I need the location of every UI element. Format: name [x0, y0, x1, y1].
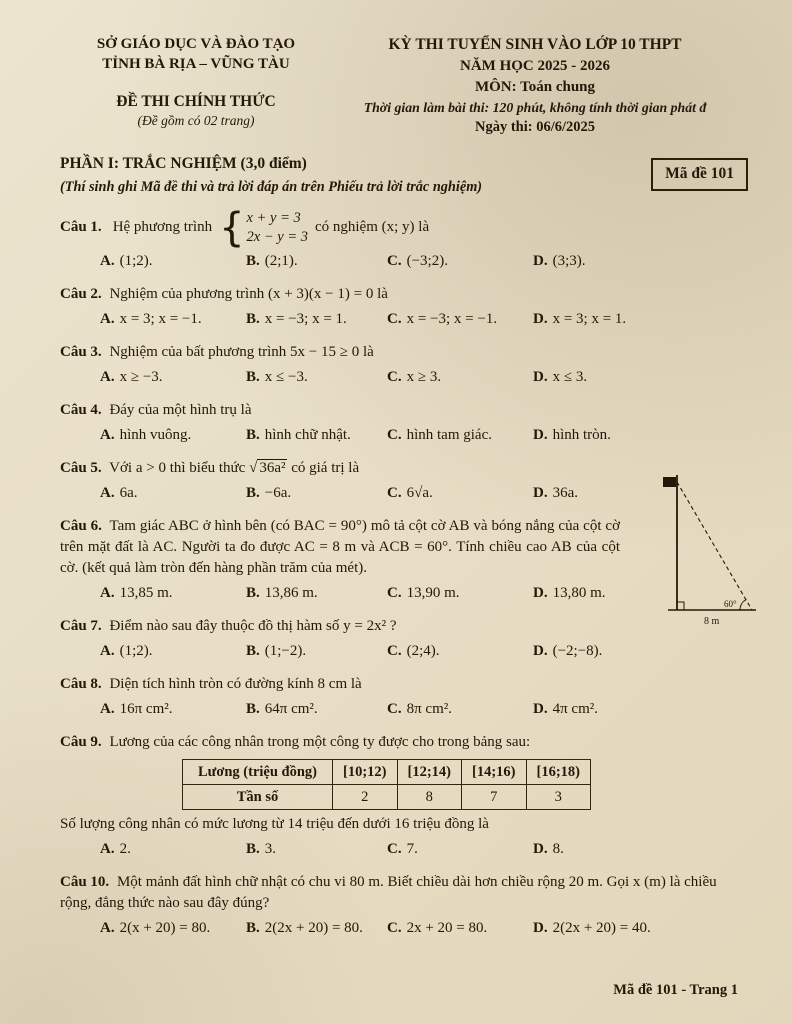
option-text: 13,86 m. [264, 584, 318, 601]
question-8-option-a [100, 699, 246, 720]
hypotenuse-line [677, 482, 752, 610]
option-text: 13,85 m. [119, 584, 173, 601]
question-7-option-c [387, 641, 533, 662]
option-text: (1;2). [119, 642, 153, 659]
exam-header [60, 34, 738, 137]
question-3-label: Câu 3. [60, 343, 102, 360]
question-7-option-b [246, 641, 387, 662]
question-2-stem [60, 284, 738, 305]
question-3 [60, 342, 738, 388]
angle-label: 60° [724, 599, 737, 609]
option-letter: B. [246, 310, 260, 327]
question-8-option-b [246, 699, 387, 720]
question-2-options [100, 309, 738, 330]
exam-date-line: Ngày thi: 06/6/2025 [474, 119, 596, 135]
question-10-stem [60, 872, 738, 914]
option-letter: C. [387, 920, 402, 937]
exam-title-line-1: KỲ THI TUYỂN SINH VÀO LỚP 10 THPT [388, 36, 682, 53]
subject-line: MÔN: Toán chung [474, 78, 596, 95]
question-1-option-d [533, 251, 738, 272]
question-5-options [100, 483, 738, 504]
question-8-option-c [387, 699, 533, 720]
question-6-option-b [246, 583, 387, 604]
table-cell-frequency-2: 8 [397, 784, 462, 809]
department-line-1: SỞ GIÁO DỤC VÀ ĐÀO TẠO [96, 36, 296, 52]
flagpole-triangle-figure [662, 470, 764, 634]
option-letter: B. [246, 920, 260, 937]
question-9-label: Câu 9. [60, 733, 102, 750]
option-text: hình vuông. [119, 426, 192, 443]
option-letter: C. [387, 841, 402, 858]
option-letter: C. [387, 642, 402, 659]
question-5-option-b [246, 483, 387, 504]
question-4-stem [60, 400, 738, 421]
option-text: (3;3). [552, 252, 586, 269]
question-2-label: Câu 2. [60, 285, 102, 302]
question-2-option-d [533, 309, 738, 330]
question-5-option-c [387, 483, 533, 504]
question-9-option-b [246, 839, 387, 860]
question-2-option-b [246, 309, 387, 330]
option-text: 16π cm². [119, 700, 173, 717]
question-3-option-c [387, 367, 533, 388]
option-letter: B. [246, 426, 260, 443]
question-8 [60, 674, 738, 720]
question-1-option-b [246, 251, 387, 272]
option-text: x ≥ 3. [406, 368, 442, 385]
question-10-label: Câu 10. [60, 874, 110, 891]
option-text: (1;2). [119, 252, 153, 269]
option-text: x = −3; x = −1. [406, 310, 498, 327]
option-text: x ≥ −3. [119, 368, 163, 385]
question-7 [60, 616, 738, 662]
question-1-option-c [387, 251, 533, 272]
question-2-option-c [387, 309, 533, 330]
option-text: (2;4). [406, 642, 440, 659]
question-6-label: Câu 6. [60, 517, 102, 534]
question-10 [60, 872, 738, 939]
option-letter: C. [387, 426, 402, 443]
duration-line: Thời gian làm bài thi: 120 phút, không tính thời gian phát đ [363, 99, 707, 115]
question-8-stem [60, 674, 738, 695]
official-exam-label: ĐỀ THI CHÍNH THỨC [116, 92, 276, 110]
option-letter: C. [387, 484, 402, 501]
question-6-options [100, 583, 738, 604]
option-letter: A. [100, 642, 115, 659]
question-10-option-b [246, 918, 387, 939]
option-text: 64π cm². [264, 700, 318, 717]
option-letter: C. [387, 368, 402, 385]
question-6-option-c [387, 583, 533, 604]
option-letter: A. [100, 426, 115, 443]
option-text: 2x + 20 = 80. [406, 920, 488, 937]
option-letter: D. [533, 584, 548, 601]
system-equation-1: x + y = 3 [246, 210, 301, 226]
option-letter: A. [100, 841, 115, 858]
question-10-options [100, 918, 738, 939]
question-3-options [100, 367, 738, 388]
question-5-post: có giá trị là [291, 459, 360, 476]
option-letter: A. [100, 920, 115, 937]
question-5-pre: Với a > 0 thì biểu thức [109, 459, 246, 476]
option-text: hình tròn. [552, 426, 611, 443]
option-text: 3. [264, 841, 277, 858]
question-8-label: Câu 8. [60, 675, 102, 692]
question-7-options [100, 641, 738, 662]
table-frequency-row [183, 784, 591, 809]
system-brace: { [219, 204, 245, 251]
option-letter: B. [246, 484, 260, 501]
question-9-stem [60, 732, 738, 753]
option-text: 6a. [119, 484, 138, 501]
question-6 [60, 516, 738, 604]
pages-note: (Đề gồm có 02 trang) [137, 113, 255, 129]
question-6-text: Tam giác ABC ở hình bên (có BAC = 90°) mô tả cột cờ AB và bóng nắng của cột cờ trên mặt đất là AC. Người ta đo được AC = 8 m và ACB = 60°. Tính chiều cao AB của cột cờ. (kết quả làm tròn đến hàng phần trăm của mét). [60, 517, 621, 576]
question-5-option-a [100, 483, 246, 504]
base-length-label: 8 m [704, 616, 720, 627]
option-text: 4π cm². [552, 700, 598, 717]
question-7-option-a [100, 641, 246, 662]
option-text: 6√a. [406, 484, 433, 501]
option-letter: D. [533, 920, 548, 937]
question-6-figure [662, 470, 764, 634]
exam-code-box: Mã đề 101 [651, 158, 748, 191]
department-line-2: TỈNH BÀ RỊA – VŨNG TÀU [102, 56, 290, 73]
option-text: x = −3; x = 1. [264, 310, 347, 327]
option-letter: B. [246, 700, 260, 717]
option-text: 2(2x + 20) = 40. [552, 920, 651, 937]
question-3-option-a [100, 367, 246, 388]
question-2-option-a [100, 309, 246, 330]
option-letter: A. [100, 310, 115, 327]
option-letter: C. [387, 700, 402, 717]
question-4-option-d [533, 425, 738, 446]
question-4-option-c [387, 425, 533, 446]
question-1 [60, 204, 738, 272]
option-text: −6a. [264, 484, 292, 501]
table-cell-salary-label: Lương (triệu đồng) [183, 759, 333, 784]
option-text: 2. [119, 841, 131, 858]
option-letter: D. [533, 252, 548, 269]
option-letter: D. [533, 368, 548, 385]
question-1-label: Câu 1. [60, 219, 102, 236]
question-1-options [100, 251, 738, 272]
system-equation-2: 2x − y = 3 [246, 228, 308, 245]
question-8-option-d [533, 699, 738, 720]
option-letter: D. [533, 841, 548, 858]
issuing-authority-block [60, 34, 332, 131]
question-10-option-c [387, 918, 533, 939]
option-letter: A. [100, 584, 115, 601]
question-9-option-a [100, 839, 246, 860]
question-8-options [100, 699, 738, 720]
radicand: 36a² [259, 459, 286, 476]
option-text: 8. [552, 841, 564, 858]
option-letter: B. [246, 252, 260, 269]
question-10-option-a [100, 918, 246, 939]
question-7-stem [60, 616, 738, 637]
option-text: (−3;2). [406, 252, 448, 269]
flag-icon [663, 477, 676, 487]
option-text: (1;−2). [264, 642, 307, 659]
question-4-text: Đáy của một hình trụ là [109, 401, 252, 418]
option-letter: D. [533, 700, 548, 717]
sqrt-expression [249, 459, 287, 476]
option-text: x = 3; x = 1. [552, 310, 627, 327]
option-text: hình chữ nhật. [264, 426, 351, 443]
option-letter: B. [246, 584, 260, 601]
question-7-option-d [533, 641, 738, 662]
option-letter: D. [533, 310, 548, 327]
option-text: x ≤ 3. [552, 368, 588, 385]
option-text: 36a. [552, 484, 579, 501]
option-letter: A. [100, 700, 115, 717]
question-2 [60, 284, 738, 330]
question-10-option-d [533, 918, 738, 939]
page-footer: Mã đề 101 - Trang 1 [613, 981, 738, 998]
question-2-text: Nghiệm của phương trình (x + 3)(x − 1) = 0 là [109, 285, 388, 302]
option-text: 13,80 m. [552, 584, 606, 601]
question-3-stem [60, 342, 738, 363]
exam-title-line-2: NĂM HỌC 2025 - 2026 [460, 57, 610, 74]
table-cell-interval-3: [14;16) [462, 759, 527, 784]
option-text: 2(2x + 20) = 80. [264, 920, 363, 937]
question-8-text: Diện tích hình tròn có đường kính 8 cm là [109, 675, 362, 692]
table-cell-interval-1: [10;12) [333, 759, 398, 784]
option-text: hình tam giác. [406, 426, 492, 443]
question-9-option-c [387, 839, 533, 860]
option-letter: D. [533, 642, 548, 659]
question-5 [60, 458, 738, 504]
option-text: 7. [406, 841, 418, 858]
table-cell-frequency-label: Tần số [183, 784, 333, 809]
right-angle-mark [677, 602, 684, 610]
question-5-label: Câu 5. [60, 459, 102, 476]
option-text: 13,90 m. [406, 584, 460, 601]
option-letter: C. [387, 252, 402, 269]
question-4 [60, 400, 738, 446]
question-1-stem [60, 204, 738, 251]
question-1-option-a [100, 251, 246, 272]
question-4-option-b [246, 425, 387, 446]
section-note: (Thí sinh ghi Mã đề thi và trả lời đáp án trên Phiếu trả lời trắc nghiệm) [60, 178, 483, 195]
option-text: (2;1). [264, 252, 298, 269]
angle-arc [740, 600, 746, 610]
table-cell-frequency-3: 7 [462, 784, 527, 809]
option-letter: D. [533, 426, 548, 443]
option-letter: D. [533, 484, 548, 501]
option-letter: A. [100, 484, 115, 501]
exam-title-block [332, 34, 738, 137]
question-9 [60, 732, 738, 861]
section-title: PHẦN I: TRẮC NGHIỆM (3,0 điểm) [60, 155, 307, 173]
option-letter: B. [246, 368, 260, 385]
question-1-pre: Hệ phương trình [112, 219, 213, 236]
option-text: 8π cm². [406, 700, 452, 717]
table-cell-frequency-4: 3 [526, 784, 591, 809]
question-1-post: có nghiệm (x; y) là [314, 219, 430, 236]
table-header-row [183, 759, 591, 784]
option-letter: C. [387, 584, 402, 601]
question-7-text: Điểm nào sau đây thuộc đồ thị hàm số y = 2x² ? [109, 617, 397, 634]
option-letter: C. [387, 310, 402, 327]
question-9-option-d [533, 839, 738, 860]
question-10-text: Một mảnh đất hình chữ nhật có chu vi 80 m. Biết chiều dài hơn chiều rộng 20 m. Gọi x (m) là chiều rộng, đẳng thức nào sau đây đúng? [60, 874, 717, 912]
table-cell-frequency-1: 2 [333, 784, 398, 809]
equation-system [219, 204, 308, 251]
option-letter: A. [100, 252, 115, 269]
question-4-label: Câu 4. [60, 401, 102, 418]
option-text: x = 3; x = −1. [119, 310, 202, 327]
table-cell-interval-2: [12;14) [397, 759, 462, 784]
option-text: (−2;−8). [552, 642, 603, 659]
question-3-option-b [246, 367, 387, 388]
question-6-option-a [100, 583, 246, 604]
option-letter: B. [246, 642, 260, 659]
question-4-options [100, 425, 738, 446]
system-equations [245, 209, 308, 247]
option-letter: A. [100, 368, 115, 385]
option-text: x ≤ −3. [264, 368, 308, 385]
question-7-label: Câu 7. [60, 617, 102, 634]
question-3-text: Nghiệm của bất phương trình 5x − 15 ≥ 0 là [109, 343, 374, 360]
question-9-text: Lương của các công nhân trong một công ty được cho trong bảng sau: [109, 733, 531, 750]
question-9-continuation: Số lượng công nhân có mức lương từ 14 triệu đến dưới 16 triệu đồng là [60, 816, 489, 833]
question-6-stem [60, 516, 738, 579]
question-4-option-a [100, 425, 246, 446]
question-3-option-d [533, 367, 738, 388]
option-text: 2(x + 20) = 80. [119, 920, 211, 937]
radical-sign: √ [249, 459, 258, 476]
question-5-stem [60, 458, 738, 479]
question-9-options [100, 839, 738, 860]
option-letter: B. [246, 841, 260, 858]
table-cell-interval-4: [16;18) [526, 759, 591, 784]
salary-frequency-table [182, 759, 591, 811]
